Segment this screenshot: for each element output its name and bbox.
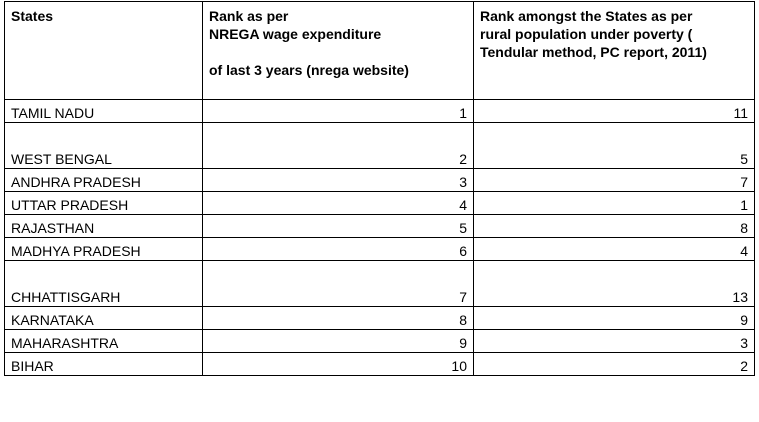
header-states xyxy=(5,2,203,100)
state-ranking-table xyxy=(4,1,755,376)
table-row xyxy=(5,123,755,169)
wage-rank-cell: 7 xyxy=(203,261,474,307)
wage-rank-cell: 3 xyxy=(203,169,474,192)
table-row xyxy=(5,215,755,238)
state-cell: MADHYA PRADESH xyxy=(5,238,203,261)
wage-rank-cell: 2 xyxy=(203,123,474,169)
poverty-rank-cell: 11 xyxy=(474,100,755,123)
table-row xyxy=(5,353,755,376)
poverty-rank-cell: 9 xyxy=(474,307,755,330)
table-row xyxy=(5,100,755,123)
header-poverty-rank-line-2: rural population under poverty ( xyxy=(480,26,693,42)
header-wage-rank-line-2: NREGA wage expenditure xyxy=(209,26,382,42)
header-wage-rank-line-3: of last 3 years (nrega website) xyxy=(209,62,409,78)
table-row xyxy=(5,238,755,261)
state-cell: KARNATAKA xyxy=(5,307,203,330)
table-row xyxy=(5,169,755,192)
header-wage-rank xyxy=(203,2,474,100)
table-row xyxy=(5,261,755,307)
wage-rank-cell: 1 xyxy=(203,100,474,123)
table-row xyxy=(5,330,755,353)
state-cell: WEST BENGAL xyxy=(5,123,203,169)
header-poverty-rank-line-3: Tendular method, PC report, 2011) xyxy=(480,44,707,60)
state-cell: MAHARASHTRA xyxy=(5,330,203,353)
header-poverty-rank-line-1: Rank amongst the States as per xyxy=(480,8,693,24)
state-cell: RAJASTHAN xyxy=(5,215,203,238)
poverty-rank-cell: 8 xyxy=(474,215,755,238)
header-poverty-rank xyxy=(474,2,755,100)
poverty-rank-cell: 13 xyxy=(474,261,755,307)
wage-rank-cell: 5 xyxy=(203,215,474,238)
header-states-label: States xyxy=(11,8,54,24)
wage-rank-cell: 9 xyxy=(203,330,474,353)
table-row xyxy=(5,307,755,330)
wage-rank-cell: 6 xyxy=(203,238,474,261)
state-cell: UTTAR PRADESH xyxy=(5,192,203,215)
table-row xyxy=(5,192,755,215)
poverty-rank-cell: 3 xyxy=(474,330,755,353)
poverty-rank-cell: 7 xyxy=(474,169,755,192)
state-cell: ANDHRA PRADESH xyxy=(5,169,203,192)
table-header-row xyxy=(5,2,755,100)
state-cell: CHHATTISGARH xyxy=(5,261,203,307)
wage-rank-cell: 10 xyxy=(203,353,474,376)
wage-rank-cell: 4 xyxy=(203,192,474,215)
state-cell: BIHAR xyxy=(5,353,203,376)
wage-rank-cell: 8 xyxy=(203,307,474,330)
poverty-rank-cell: 4 xyxy=(474,238,755,261)
header-wage-rank-line-1: Rank as per xyxy=(209,8,289,24)
poverty-rank-cell: 1 xyxy=(474,192,755,215)
poverty-rank-cell: 2 xyxy=(474,353,755,376)
poverty-rank-cell: 5 xyxy=(474,123,755,169)
state-cell: TAMIL NADU xyxy=(5,100,203,123)
